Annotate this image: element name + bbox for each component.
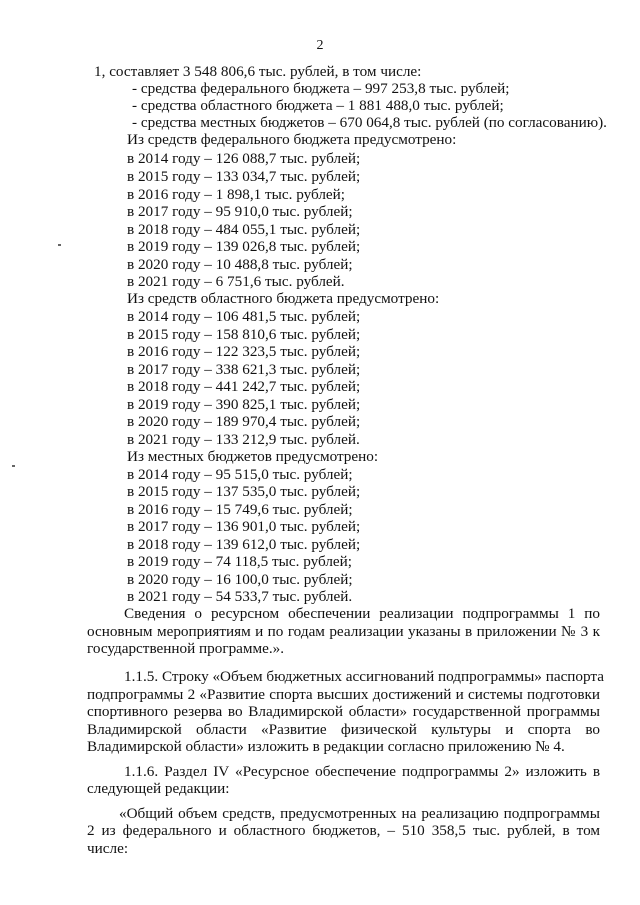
federal-year-line: в 2018 году – 484 055,1 тыс. рублей; [127, 221, 361, 238]
regional-year-line: в 2021 году – 133 212,9 тыс. рублей. [127, 431, 360, 448]
local-year-line: в 2015 году – 137 535,0 тыс. рублей; [127, 483, 361, 500]
federal-year-line: в 2016 году – 1 898,1 тыс. рублей; [127, 186, 345, 203]
federal-year-line: в 2017 году – 95 910,0 тыс. рублей; [127, 203, 353, 220]
local-heading: Из местных бюджетов предусмотрено: [127, 448, 379, 465]
federal-year-line: в 2020 году – 10 488,8 тыс. рублей; [127, 256, 353, 273]
paragraph-line: Владимирской области «Развитие физической культуры и спорта во [87, 721, 600, 738]
regional-funds-line: - средства областного бюджета – 1 881 488,0 тыс. рублей; [132, 97, 504, 114]
scan-speck [58, 244, 61, 246]
paragraph-line: государственной программе.». [87, 640, 285, 657]
local-year-line: в 2016 году – 15 749,6 тыс. рублей; [127, 501, 353, 518]
federal-year-line: в 2015 году – 133 034,7 тыс. рублей; [127, 168, 361, 185]
local-year-line: в 2014 году – 95 515,0 тыс. рублей; [127, 466, 353, 483]
federal-year-line: в 2021 году – 6 751,6 тыс. рублей. [127, 273, 345, 290]
paragraph-line: «Общий объем средств, предусмотренных на реализацию подпрограммы [119, 805, 600, 822]
paragraph-line: 1.1.5. Строку «Объем бюджетных ассигнований подпрограммы» паспорта [124, 668, 604, 685]
regional-year-line: в 2020 году – 189 970,4 тыс. рублей; [127, 413, 361, 430]
paragraph-line: Владимирской области» изложить в редакции согласно приложению № 4. [87, 738, 565, 755]
paragraph-line: 1.1.6. Раздел IV «Ресурсное обеспечение подпрограммы 2» изложить в [124, 763, 600, 780]
local-funds-line: - средства местных бюджетов – 670 064,8 тыс. рублей (по согласованию). [132, 114, 607, 131]
regional-year-line: в 2016 году – 122 323,5 тыс. рублей; [127, 343, 361, 360]
scan-speck [12, 465, 15, 467]
federal-year-line: в 2014 году – 126 088,7 тыс. рублей; [127, 150, 361, 167]
regional-year-line: в 2018 году – 441 242,7 тыс. рублей; [127, 378, 361, 395]
federal-year-line: в 2019 году – 139 026,8 тыс. рублей; [127, 238, 361, 255]
regional-year-line: в 2019 году – 390 825,1 тыс. рублей; [127, 396, 361, 413]
paragraph-line: спортивного резерва во Владимирской области» государственной программы [87, 703, 600, 720]
paragraph-line: следующей редакции: [87, 780, 230, 797]
paragraph-line: подпрограммы 2 «Развитие спорта высших достижений и системы подготовки [87, 686, 600, 703]
local-year-line: в 2018 году – 139 612,0 тыс. рублей; [127, 536, 361, 553]
local-year-line: в 2021 году – 54 533,7 тыс. рублей. [127, 588, 353, 605]
local-year-line: в 2017 году – 136 901,0 тыс. рублей; [127, 518, 361, 535]
regional-year-line: в 2014 году – 106 481,5 тыс. рублей; [127, 308, 361, 325]
federal-funds-line: - средства федерального бюджета – 997 253,8 тыс. рублей; [132, 80, 510, 97]
paragraph-line: основным мероприятиям и по годам реализации указаны в приложении № 3 к [87, 623, 600, 640]
regional-heading: Из средств областного бюджета предусмотрено: [127, 290, 440, 307]
paragraph-line: Сведения о ресурсном обеспечении реализации подпрограммы 1 по [124, 605, 600, 622]
local-year-line: в 2019 году – 74 118,5 тыс. рублей; [127, 553, 353, 570]
federal-heading: Из средств федерального бюджета предусмотрено: [127, 131, 457, 148]
paragraph-line: числе: [87, 840, 129, 857]
local-year-line: в 2020 году – 16 100,0 тыс. рублей; [127, 571, 353, 588]
regional-year-line: в 2017 году – 338 621,3 тыс. рублей; [127, 361, 361, 378]
total-sum-line: 1, составляет 3 548 806,6 тыс. рублей, в том числе: [94, 63, 422, 80]
paragraph-line: 2 из федерального и областного бюджетов, – 510 358,5 тыс. рублей, в том [87, 822, 600, 839]
page-number: 2 [316, 38, 324, 53]
regional-year-line: в 2015 году – 158 810,6 тыс. рублей; [127, 326, 361, 343]
